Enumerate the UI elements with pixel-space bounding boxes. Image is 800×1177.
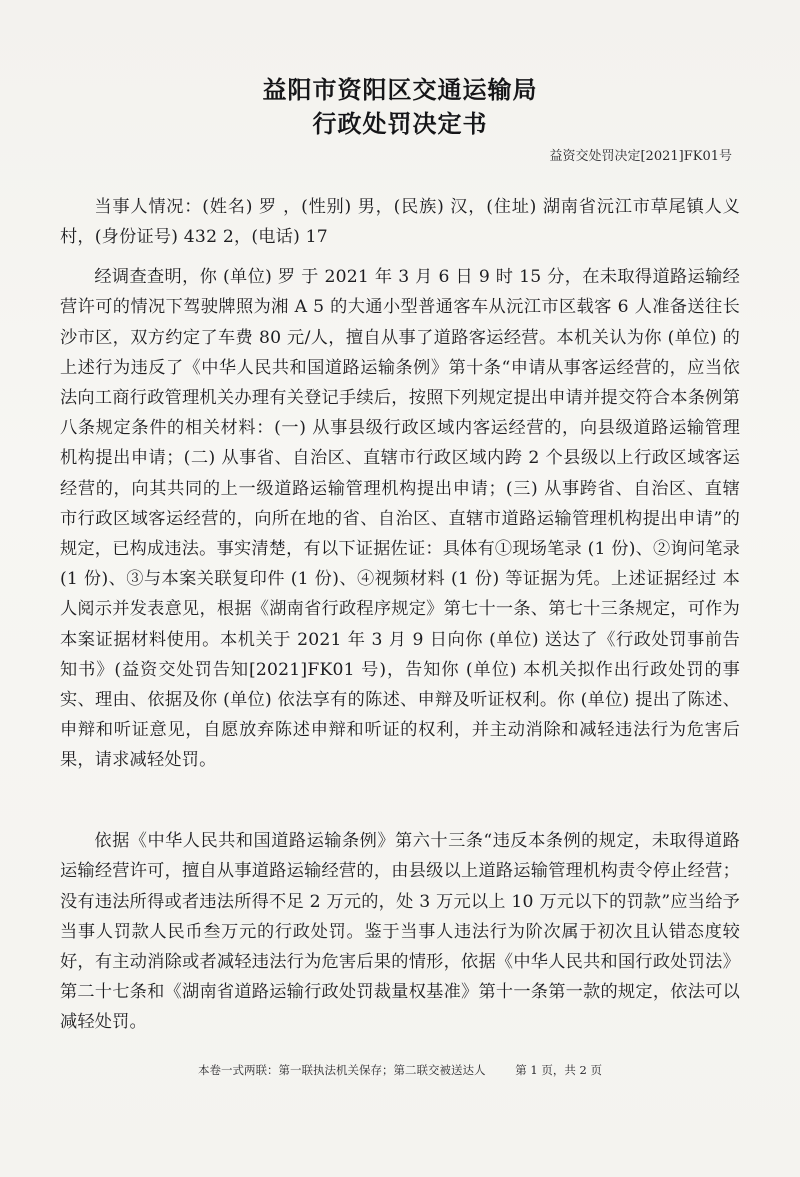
document-number: 益资交处罚决定[2021]FK01号: [549, 149, 732, 164]
party-information-paragraph: 当事人情况：(姓名) 罗 ，(性别) 男，(民族) 汉，(住址) 湖南省沅江市草尾镇人义村，(身份证号) 432 2，(电话) 17: [60, 197, 740, 248]
legal-basis-paragraph: 依据《中华人民共和国道路运输条例》第六十三条“违反本条例的规定，未取得道路运输经营许可，擅自从事道路运输经营的，由县级以上道路运输管理机构责令停止经营；没有违法所得或者违法所得不足 2 万元的，处 3 万元以上 10 万元以下的罚款”应当给予当事人罚款人民币叁万元的行政处罚。鉴于当事人违法行为阶次属于初次且认错态度较好，有主动消除或者减轻违法行为危害后果的情形，依据《中华人民共和国行政处罚法》第二十七条和《湖南省道路运输行政处罚裁量权基准》第十一条第一款的规定，依法可以减轻处罚。: [60, 831, 740, 1033]
document-type-title: 行政处罚决定书: [312, 110, 488, 138]
investigation-findings-paragraph: 经调查查明，你 (单位) 罗 于 2021 年 3 月 6 日 9 时 15 分，在未取得道路运输经营许可的情况下驾驶牌照为湘 A 5 的大通小型普通客车从沅江市区载客 6 人准备送往长沙市区，双方约定了车费 80 元/人，擅自从事了道路客运经营。本机关认为你 (单位) 的上述行为违反了《中华人民共和国道路运输条例》第十条“申请从事客运经营的，应当依法向工商行政管理机关办理有关登记手续后，按照下列规定提出申请并提交符合本条例第八条规定条件的相关材料：(一) 从事县级行政区域内客运经营的，向县级道路运输管理机构提出申请；(二) 从事省、自治区、直辖市行政区域内跨 2 个县级以上行政区域客运经营的，向其共同的上一级道路运输管理机构提出申请；(三) 从事跨省、自治区、直辖市行政区域客运经营的，向所在地的省、自治区、直辖市道路运输管理机构提出申请”的规定，已构成违法。事实清楚，有以下证据佐证：具体有①现场笔录 (1 份)、②询问笔录 (1 份)、③与本案关联复印件 (1 份)、④视频材料 (1 份) 等证据为凭。上述证据经过 本人阅示并发表意见，根据《湖南省行政程序规定》第七十一条、第七十三条规定，可作为本案证据材料使用。本机关于 2021 年 3 月 9 日向你 (单位) 送达了《行政处罚事前告知书》(益资交处罚告知[2021]FK01 号)，告知你 (单位) 本机关拟作出行政处罚的事实、理由、依据及你 (单位) 依法享有的陈述、申辩及听证权利。你 (单位) 提出了陈述、申辩和听证意见，自愿放弃陈述申辩和听证的权利，并主动消除和减轻违法行为危害后果，请求减轻处罚。: [60, 267, 740, 771]
issuing-authority-title: 益阳市资阳区交通运输局: [262, 76, 538, 104]
footer-page-number: 第 1 页，共 2 页: [515, 1063, 602, 1077]
page-footer: [0, 1062, 800, 1078]
footer-copies-note: 本卷一式两联：第一联执法机关保存；第二联交被送达人: [198, 1063, 486, 1077]
